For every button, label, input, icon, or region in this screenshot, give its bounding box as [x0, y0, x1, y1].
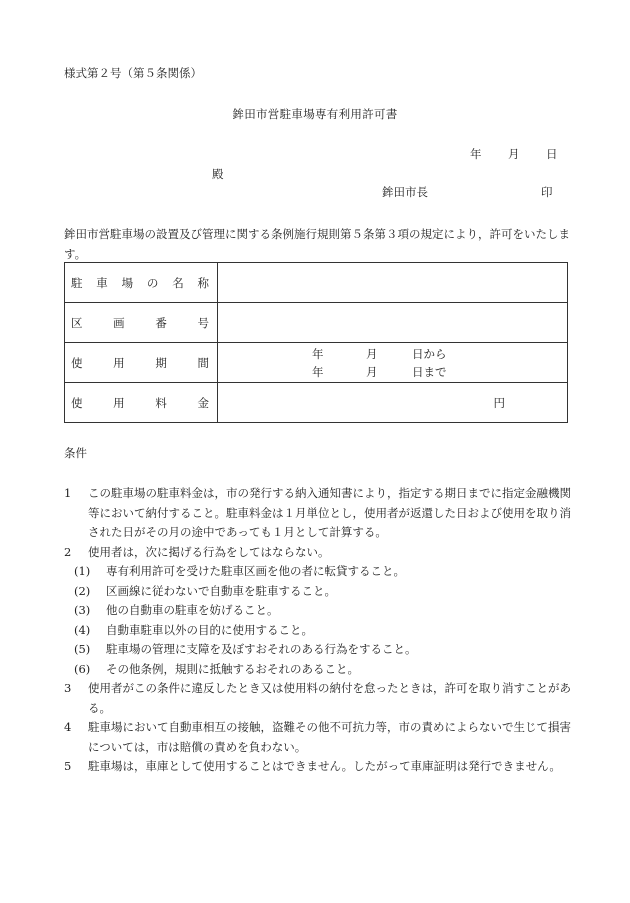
prohibition-item: (5) 駐車場の管理に支障を及ぼすおそれのある行為をすること。	[74, 642, 417, 656]
period-to: 年 月 日まで	[312, 364, 447, 379]
table-row-usage-period	[65, 343, 568, 383]
parking-name-field[interactable]	[218, 263, 568, 303]
seal-mark: 印	[541, 185, 553, 199]
period-from: 年 月 日から	[312, 346, 447, 361]
date-day: 日	[546, 147, 558, 161]
prohibition-item: (1) 専有利用許可を受けた駐車区画を他の者に転貸すること。	[74, 564, 405, 578]
table-row-usage-fee	[65, 383, 568, 423]
fee-unit: 円	[493, 395, 505, 410]
permit-info-table	[64, 262, 568, 423]
section-number-label: 区 画 番 号	[71, 315, 209, 330]
usage-fee-label: 使 用 料 金	[71, 395, 209, 410]
prohibition-item: (2) 区画線に従わないで自動車を駐車すること。	[74, 583, 336, 598]
document-title: 鉾田市営駐車場専有利用許可書	[232, 107, 398, 121]
usage-period-field[interactable]	[218, 343, 568, 383]
usage-fee-field[interactable]	[218, 383, 568, 423]
condition-item: 5 駐車場は，車庫として使用することはできません。したがって車庫証明は発行できません。	[64, 759, 561, 773]
condition-item: 4 駐車場において自動車相互の接触，盗難その他不可抗力等，市の責めによらないで生じて損害については，市は賠償の責めを負わない。	[64, 720, 571, 754]
conditions-list	[64, 484, 579, 777]
table-row-parking-name	[65, 263, 568, 303]
prohibition-item: (4) 自動車駐車以外の目的に使用すること。	[74, 622, 313, 637]
prohibition-item: (3) 他の自動車の駐車を妨げること。	[74, 603, 279, 617]
addressee-suffix: 殿	[212, 167, 224, 181]
table-row-section-number	[65, 303, 568, 343]
date-month: 月	[508, 147, 520, 161]
condition-item: 3 使用者がこの条件に違反したとき又は使用料の納付を怠ったときは，許可を取り消すことがある。	[64, 681, 571, 715]
parking-name-label: 駐 車 場 の 名 称	[71, 275, 209, 290]
condition-item: 1 この駐車場の駐車料金は，市の発行する納入通知書により，指定する期日までに指定金融機関等において納付すること。駐車料金は１月単位とし，使用者が返還した日および使用を取り消された日がその月の途中であっても１月として計算する。	[64, 486, 571, 539]
issue-date	[470, 146, 558, 162]
conditions-heading: 条件	[64, 446, 87, 460]
intro-text: 鉾田市営駐車場の設置及び管理に関する条例施行規則第５条第３項の規定により，許可をいたします。	[64, 227, 570, 261]
section-number-field[interactable]	[218, 303, 568, 343]
prohibition-item: (6) その他条例，規則に抵触するおそれのあること。	[74, 661, 359, 676]
issuer-name: 鉾田市長	[382, 185, 428, 199]
usage-period-label: 使 用 期 間	[71, 355, 209, 370]
condition-item: 2 使用者は，次に掲げる行為をしてはならない。	[64, 544, 330, 559]
form-number: 様式第２号（第５条関係）	[64, 66, 202, 80]
date-year: 年	[470, 147, 482, 161]
